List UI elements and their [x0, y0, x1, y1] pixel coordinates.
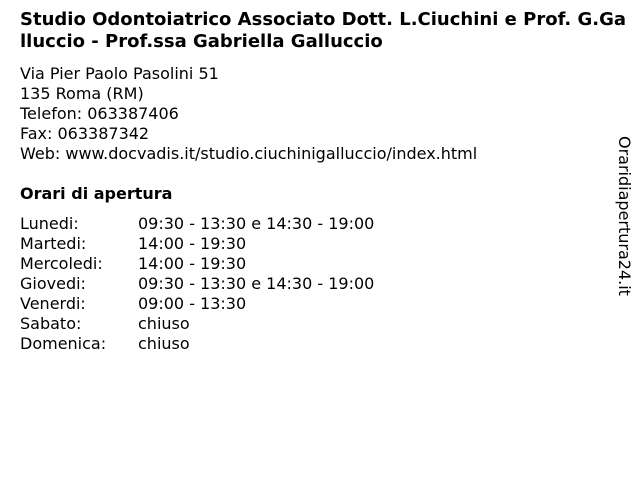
opening-hours-title: Orari di apertura [20, 184, 173, 203]
street-address: Via Pier Paolo Pasolini 51 [20, 64, 219, 83]
website-link[interactable]: Web: www.docvadis.it/studio.ciuchinigalluccio/index.html [20, 144, 478, 163]
day-hours: chiuso [138, 334, 190, 353]
hours-row-monday [20, 214, 374, 234]
day-hours: 09:30 - 13:30 e 14:30 - 19:00 [138, 274, 375, 293]
day-label: Venerdi: [20, 294, 86, 313]
day-hours: 09:30 - 13:30 e 14:30 - 19:00 [138, 214, 375, 233]
day-label: Mercoledi: [20, 254, 103, 273]
hours-row-thursday [20, 274, 374, 294]
hours-row-saturday [20, 314, 374, 334]
day-label: Giovedi: [20, 274, 86, 293]
brand-watermark: Oraridiapertura24.it [615, 136, 634, 296]
day-label: Domenica: [20, 334, 107, 353]
day-hours: 09:00 - 13:30 [138, 294, 247, 313]
fax-number: Fax: 063387342 [20, 124, 150, 143]
address-block [20, 64, 477, 164]
hours-row-sunday [20, 334, 374, 354]
day-label: Sabato: [20, 314, 82, 333]
hours-row-friday [20, 294, 374, 314]
hours-row-tuesday [20, 234, 374, 254]
day-hours: 14:00 - 19:30 [138, 254, 247, 273]
opening-hours-table [20, 214, 374, 354]
day-label: Lunedi: [20, 214, 79, 233]
day-hours: chiuso [138, 314, 190, 333]
day-hours: 14:00 - 19:30 [138, 234, 247, 253]
hours-row-wednesday [20, 254, 374, 274]
city-address: 135 Roma (RM) [20, 84, 144, 103]
day-label: Martedi: [20, 234, 87, 253]
page-title: Studio Odontoiatrico Associato Dott. L.Ciuchini e Prof. G.Galluccio - Prof.ssa Gabriella Galluccio [20, 9, 627, 52]
phone-number: Telefon: 063387406 [20, 104, 179, 123]
